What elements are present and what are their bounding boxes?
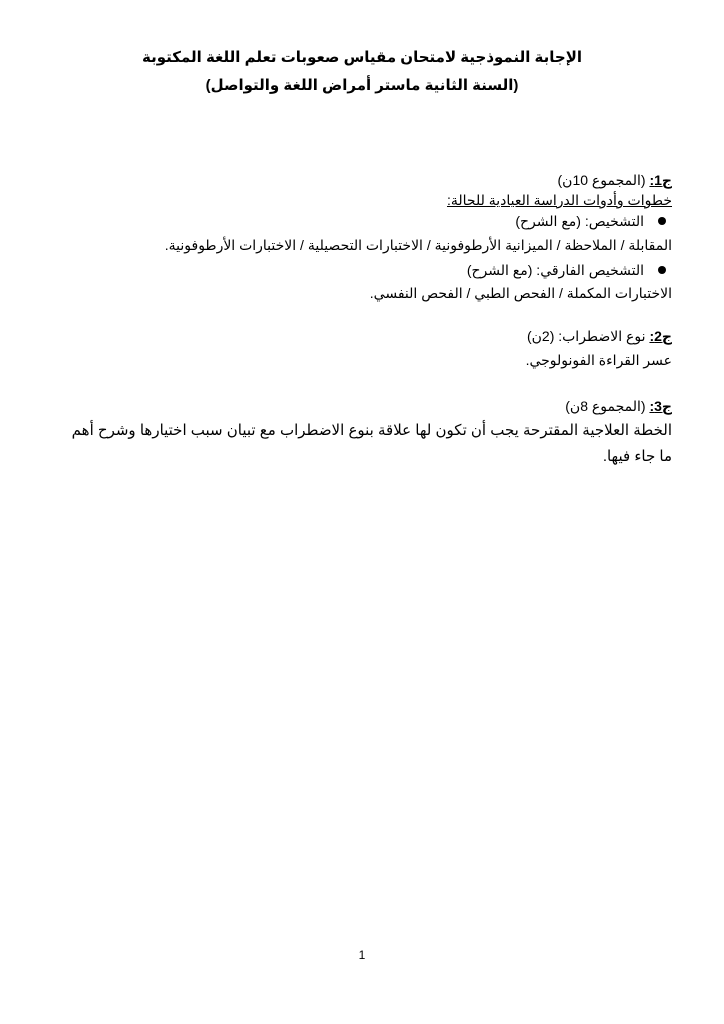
q1-points: (المجموع 10ن) (557, 172, 646, 188)
q1-bullet-2 (467, 260, 672, 280)
q2-label: ج2: (649, 328, 672, 344)
q1-bullet-2-detail: الاختبارات المكملة / الفحص الطبي / الفحص النفسي. (369, 285, 672, 301)
q3-points: (المجموع 8ن) (565, 398, 646, 414)
q2-text: نوع الاضطراب: (2ن) (526, 328, 646, 344)
q3-label: ج3: (649, 398, 672, 414)
q3-answer-line-1: الخطة العلاجية المقترحة يجب أن تكون لها علاقة بنوع الاضطراب مع تبيان سبب اختيارها وشرح أهم (71, 422, 672, 439)
q2-answer: عسر القراءة الفونولوجي. (525, 352, 672, 368)
q3-answer (52, 418, 672, 470)
q1-header (557, 170, 672, 190)
q3-answer-line-2: ما جاء فيها. (602, 448, 672, 465)
q3-header (565, 396, 672, 416)
bullet-icon (658, 266, 666, 274)
q1-bullet-2-text: التشخيص الفارقي: (مع الشرح) (466, 262, 644, 278)
q1-bullet-1 (515, 211, 672, 231)
page-number: 1 (358, 948, 366, 962)
q1-bullet-1-detail: المقابلة / الملاحظة / الميزانية الأرطوفونية / الاختبارات التحصيلية / الاختبارات الأرطوفونية. (164, 237, 672, 253)
bullet-icon (658, 217, 666, 225)
title-line-2: (السنة الثانية ماستر أمراض اللغة والتواصل) (205, 77, 519, 94)
q1-label: ج1: (649, 172, 672, 188)
title-line-1: الإجابة النموذجية لامتحان مقياس صعوبات تعلم اللغة المكتوبة (141, 49, 583, 66)
q1-heading: خطوات وأدوات الدراسة العيادية للحالة: (446, 192, 672, 208)
q1-bullet-1-text: التشخيص: (مع الشرح) (515, 213, 644, 229)
q1-heading-line (447, 190, 672, 210)
document-title (0, 44, 724, 100)
q2-header (527, 326, 672, 346)
